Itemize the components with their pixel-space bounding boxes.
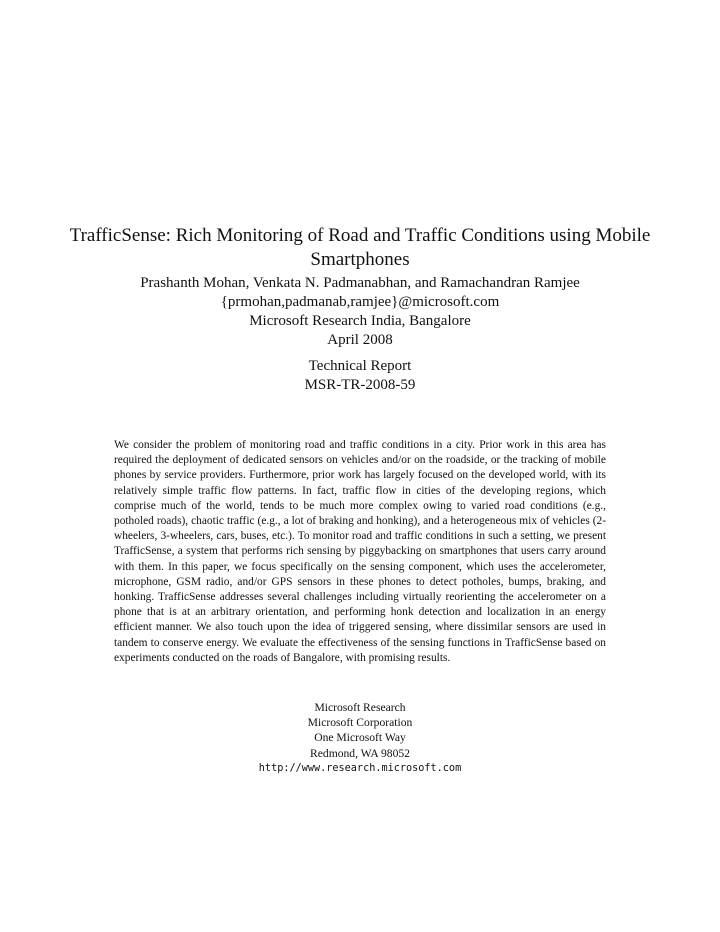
- report-info: [60, 357, 660, 395]
- report-number: MSR-TR-2008-59: [304, 377, 416, 393]
- abstract: [114, 438, 606, 666]
- address-line-3: One Microsoft Way: [314, 731, 406, 745]
- publisher-url-link[interactable]: http://www.research.microsoft.com: [258, 762, 462, 774]
- author-block: [60, 274, 660, 331]
- author-email: {prmohan,padmanab,ramjee}@microsoft.com: [220, 294, 500, 310]
- address-line-2: Microsoft Corporation: [307, 716, 413, 730]
- author-affiliation: Microsoft Research India, Bangalore: [249, 313, 471, 329]
- title-line-1: TrafficSense: Rich Monitoring of Road and Traffic Conditions using Mobile: [69, 225, 651, 246]
- publication-date: April 2008: [327, 332, 393, 348]
- report-type: Technical Report: [308, 358, 412, 374]
- address-line-1: Microsoft Research: [314, 701, 406, 714]
- abstract-text: We consider the problem of monitoring road and traffic conditions in a city. Prior work in this area has required the deployment of dedicated sensors on vehicles and/or on the roadside, or the tracking of mobile phones by service providers. Furthermore, prior work has largely focused on the developed world, with its relatively simple traffic flow patterns. In fact, traffic flow in cities of the developing regions, which comprise much of the world, tends to be much more complex owing to varied road conditions (e.g., potholed roads), chaotic traffic (e.g., a lot of braking and honking), and a heterogeneous mix of vehicles (2-wheelers, 3-wheelers, cars, buses, etc.). To monitor road and traffic conditions in such a setting, we present TrafficSense, a system that performs rich sensing by piggybacking on smartphones that users carry around with them. In this paper, we focus specifically on the sensing component, which uses the accelerometer, microphone, GSM radio, and/or GPS sensors in these phones to detect potholes, bumps, braking, and honking. TrafficSense addresses several challenges including virtually reorienting the accelerometer on a phone that is at an arbitrary orientation, and performing honk detection and localization in an energy efficient manner. We also touch upon the idea of triggered sensing, where dissimilar sensors are used in tandem to conserve energy. We evaluate the effectiveness of the sensing functions in TrafficSense based on experiments conducted on the roads of Bangalore, with promising results.: [114, 439, 606, 664]
- address-line-4: Redmond, WA 98052: [310, 746, 410, 760]
- paper-title: [60, 224, 660, 272]
- publisher-address: [160, 700, 560, 776]
- title-line-2: Smartphones: [310, 249, 410, 270]
- author-names: Prashanth Mohan, Venkata N. Padmanabhan, and Ramachandran Ramjee: [140, 275, 580, 291]
